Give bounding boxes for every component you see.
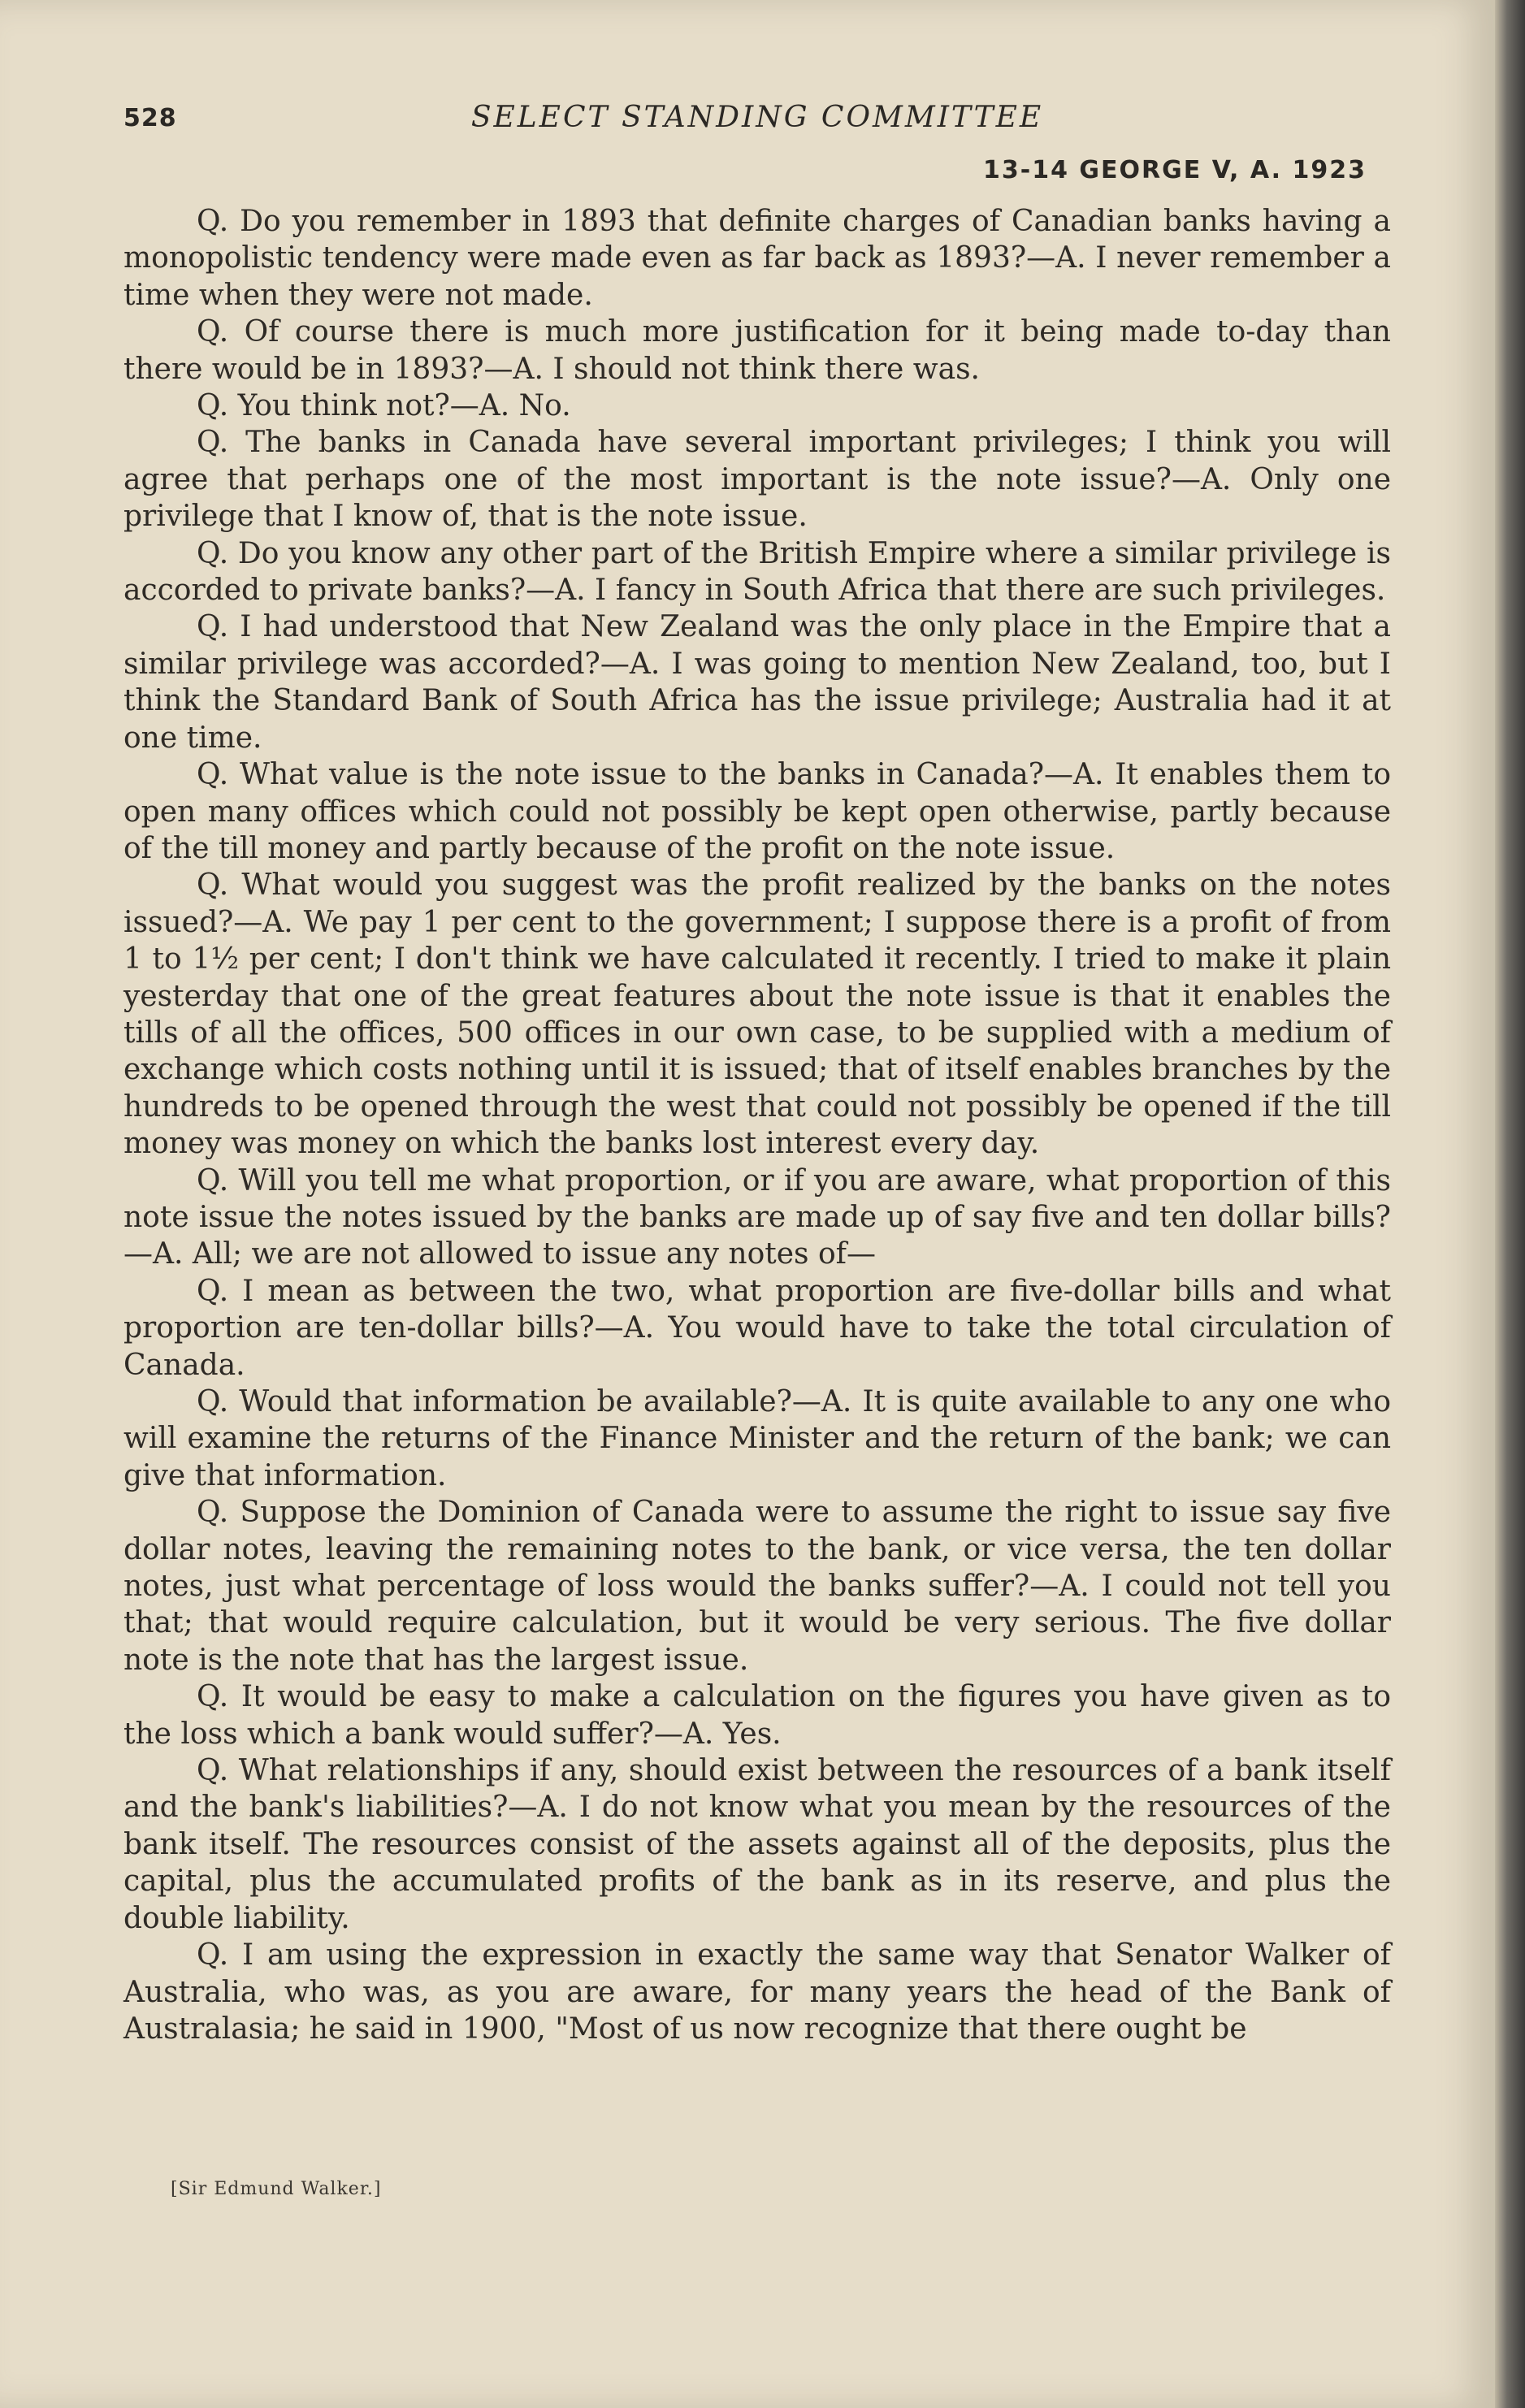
paragraph: Q. Do you know any other part of the British Empire where a similar privilege is accorded to private banks?—A. I fancy in South Africa that there are such privileges. [123,536,1391,608]
paragraph: Q. What would you suggest was the profit realized by the banks on the notes issued?—A. We pay 1 per cent to the government; I suppose there is a profit of from 1 to 1½ per cent; I don't think we have calculated it recently. I tried to make it plain yesterday that one of the great features about the note issue is that it enables the tills of all the offices, 500 offices in our own case, to be supplied with a medium of exchange which costs nothing until it is issued; that of itself enables branches by the hundreds to be opened through the west that could not possibly be opened if the till money was money on which the banks lost interest every day. [123,868,1391,1161]
paragraph: Q. I am using the expression in exactly the same way that Senator Walker of Australia, who was, as you are aware, for many years the head of the Bank of Australasia; he said in 1900, "Most of us now recognize that there ought be [123,1938,1391,2046]
paragraph: Q. I had understood that New Zealand was the only place in the Empire that a similar privilege was accorded?—A. I was going to mention New Zealand, too, but I think the Standard Bank of South Africa has the issue privilege; Australia had it at one time. [123,610,1391,755]
paragraph: Q. It would be easy to make a calculation on the figures you have given as to the loss which a bank would suffer?—A. Yes. [123,1680,1391,1751]
paragraph: Q. Will you tell me what proportion, or if you are aware, what proportion of this note issue the notes issued by the banks are made up of say five and ten dollar bills?—A. All; we are not allowed to issue any notes of— [123,1163,1391,1271]
paragraph: Q. Do you remember in 1893 that definite charges of Canadian banks having a monopolistic tendency were made even as far back as 1893?—A. I never remember a time when they were not made. [123,205,1391,312]
book-spine-shadow [1495,0,1525,2408]
paragraph: Q. The banks in Canada have several important privileges; I think you will agree that perhaps one of the most important is the note issue?—A. Only one privilege that I know of, that is the note issue. [123,426,1391,534]
witness-footnote: [Sir Edmund Walker.] [171,2179,382,2199]
page-number: 528 [123,104,177,132]
paragraph: Q. Would that information be available?—A. It is quite available to any one who will examine the returns of the Finance Minister and the return of the bank; we can give that information. [123,1385,1391,1492]
session-header [123,0,1391,211]
session-label: 13-14 GEORGE V, A. 1923 [983,156,1367,184]
paragraph: Q. I mean as between the two, what proportion are five-dollar bills and what proportion are ten-dollar bills?—A. You would have to take the total circulation of Canada. [123,1274,1391,1382]
paragraph: Q. What value is the note issue to the banks in Canada?—A. It enables them to open many offices which could not possibly be kept open otherwise, partly because of the till money and partly because of the profit on the note issue. [123,758,1391,865]
paragraph: Q. Suppose the Dominion of Canada were to assume the right to issue say five dollar notes, leaving the remaining notes to the bank, or vice versa, the ten dollar notes, just what percentage of loss would the banks suffer?—A. I could not tell you that; that would require calculation, but it would be very serious. The five dollar note is the note that has the largest issue. [123,1496,1391,1677]
paragraph: Q. Of course there is much more justification for it being made to-day than there would be in 1893?—A. I should not think there was. [123,315,1391,386]
paragraph: Q. You think not?—A. No. [197,389,571,423]
paragraph: Q. What relationships if any, should exist between the resources of a bank itself and the bank's liabilities?—A. I do not know what you mean by the resources of the bank itself. The resources consist of the assets against all of the deposits, plus the capital, plus the accumulated profits of the bank as in its reserve, and plus the double liability. [123,1754,1391,1935]
running-title: SELECT STANDING COMMITTEE [470,101,1044,134]
transcript-body [123,203,1391,2047]
